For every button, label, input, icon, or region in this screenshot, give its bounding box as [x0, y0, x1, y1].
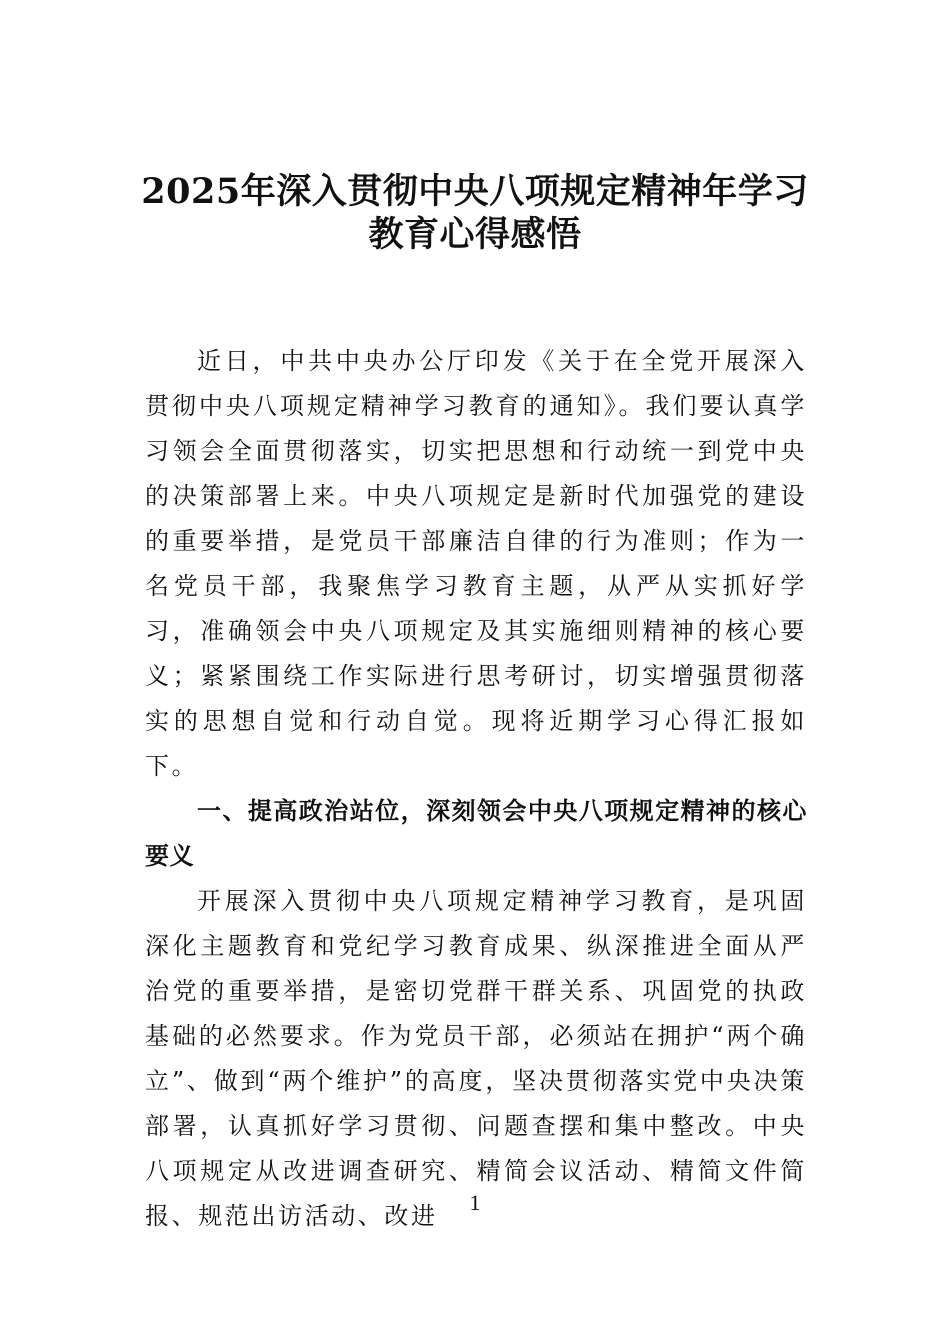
- document-body: [145, 339, 807, 1239]
- paragraph-intro: 近日，中共中央办公厅印发《关于在全党开展深入贯彻中央八项规定精神学习教育的通知》。我们要认真学习领会全面贯彻落实，切实把思想和行动统一到党中央的决策部署上来。中央八项规定是新时代加强党的建设的重要举措，是党员干部廉洁自律的行为准则；作为一名党员干部，我聚焦学习教育主题，从严从实抓好学习，准确领会中央八项规定及其实施细则精神的核心要义；紧紧围绕工作实际进行思考研讨，切实增强贯彻落实的思想自觉和行动自觉。现将近期学习心得汇报如下。: [145, 347, 807, 780]
- section-heading-1: 一、提高政治站位，深刻领会中央八项规定精神的核心要义: [145, 797, 807, 870]
- document-title-line-1: 2025年深入贯彻中央八项规定精神年学习: [141, 171, 809, 212]
- paragraph-section-1: 开展深入贯彻中央八项规定精神学习教育，是巩固深化主题教育和党纪学习教育成果、纵深推进全面从严治党的重要举措，是密切党群干群关系、巩固党的执政基础的必然要求。作为党员干部，必须站在拥护“两个确立”、做到“两个维护”的高度，坚决贯彻落实党中央决策部署，认真抓好学习贯彻、问题查摆和集中整改。中央八项规定从改进调查研究、精简会议活动、精简文件简报、规范出访活动、改进: [145, 887, 807, 1230]
- page-number: 1: [469, 1190, 481, 1215]
- document-title-line-2: 教育心得感悟: [368, 214, 582, 255]
